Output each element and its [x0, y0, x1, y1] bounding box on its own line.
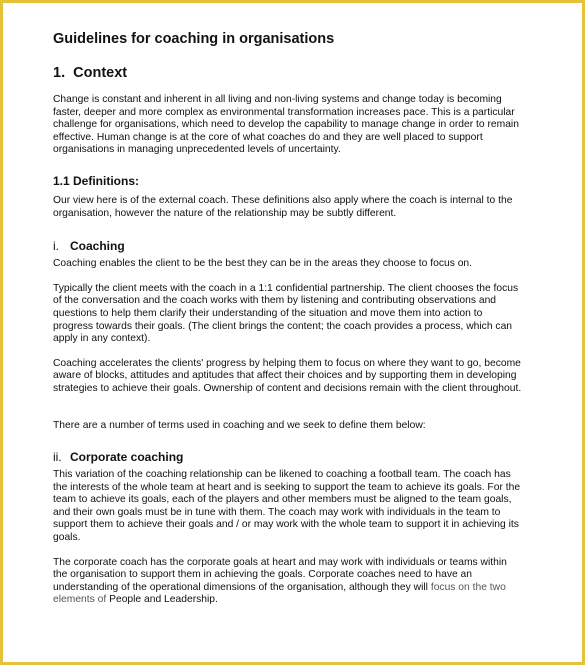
- definitions-heading: 1.1 Definitions:: [53, 173, 140, 188]
- coaching-heading-text: Coaching: [70, 239, 125, 254]
- document-title: Guidelines for coaching in organisations: [53, 31, 335, 47]
- coaching-paragraph-4: There are a number of terms used in coaching and we seek to define them below:: [53, 419, 426, 431]
- context-paragraph: Change is constant and inherent in all living and non-living systems and change today is becoming faster, deeper and more complex as environmental transformation increases pace. This is a particular challenge for organisations, which need to develop the capability to manage change in order to remain effective. Human change is at the core of what coaches do and they are well placed to support organisations in managing unprecedented levels of uncertainty.: [53, 94, 519, 156]
- coaching-numeral: i.: [53, 239, 59, 254]
- corporate-heading-text: Corporate coaching: [70, 450, 184, 465]
- coaching-paragraph-3: Coaching accelerates the clients' progress by helping them to focus on where they want to go, become aware of blocks, attitudes and aptitudes that affect their choices and by supporting them in developing strategies to achieve their goals. Ownership of content and decisions remain with the client throughout.: [53, 357, 522, 394]
- coaching-heading: [53, 238, 523, 254]
- section-number: 1.: [53, 65, 66, 81]
- definitions-paragraph: Our view here is of the external coach. These definitions also apply where the coach is internal to the organisation, however the nature of the relationship may be subtly different.: [53, 194, 513, 219]
- coaching-paragraph-1: Coaching enables the client to be the best they can be in the areas they choose to focus on.: [53, 258, 473, 270]
- corporate-paragraph-1: This variation of the coaching relationship can be likened to coaching a football team. The coach has the interests of the whole team at heart and is seeking to support the team to achieve its goals. For the team to achieve its goals, each of the players and other members must be aligned to the team goals, and their own goals must be in tune with them. The coach may work with individuals in the team to support them to achieve their goals and / or may work with the whole team to support it in achieving its goals.: [53, 469, 521, 544]
- corporate-paragraph-2-faded: focus on the two elements of: [53, 581, 506, 606]
- corporate-numeral: ii.: [53, 450, 62, 465]
- document-page: [53, 29, 523, 607]
- section-heading-context: [53, 63, 523, 83]
- corporate-paragraph-2: [53, 557, 523, 607]
- corporate-paragraph-2-end: People and Leadership.: [106, 594, 218, 606]
- corporate-coaching-heading: [53, 449, 523, 465]
- corporate-paragraph-2-main: The corporate coach has the corporate goals at heart and may work with individuals or teams within the organisation to support them in achieving the goals. Corporate coaches need to have an understanding of the operational dimensions of the organisation, although they will: [53, 556, 507, 593]
- coaching-paragraph-2: Typically the client meets with the coach in a 1:1 confidential partnership. The client chooses the focus of the conversation and the coach works with them by listening and contributing observations and questions to help them clarify their understanding of the situation and move them into action to progress towards their goals. (The client brings the content; the coach provides a process, which can apply in any context).: [53, 282, 519, 345]
- section-title: Context: [73, 65, 128, 81]
